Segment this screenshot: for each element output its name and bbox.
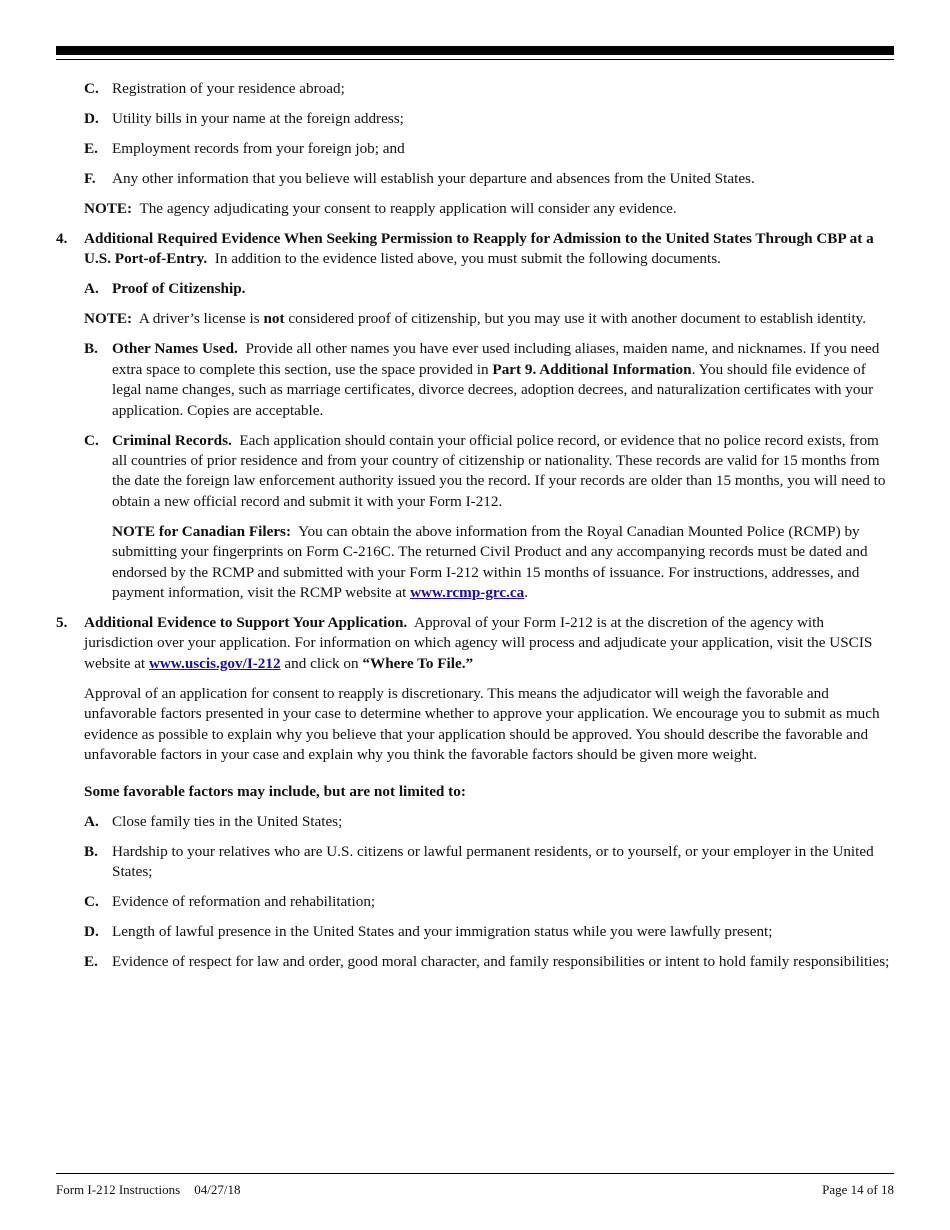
section-number: 5. <box>56 614 68 632</box>
list-item <box>84 812 894 832</box>
list-item <box>84 922 894 942</box>
discretionary-paragraph: Approval of an application for consent to reapply is discretionary. This means the adjudicator will weigh the favorable and unfavorable factors presented in your case to determine whether to approve your application. We encourage you to submit as much evidence as possible to explain why you believe that your application should be approved. You should describe the favorable and unfavorable factors in your case and explain why you think the favorable factors should be given more weight. <box>84 684 880 764</box>
item-text: Length of lawful presence in the United States and your immigration status while you were lawfully present; <box>112 922 773 940</box>
list-item <box>84 892 894 912</box>
section-text: Approval of your Form I-212 is at the discretion of the agency with jurisdiction over your application. For information on which agency will process and adjudicate your application, visit the USCIS website at <box>84 614 873 672</box>
item-text: Evidence of reformation and rehabilitation; <box>112 892 376 910</box>
section-4 <box>56 229 894 270</box>
footer-form-name: Form I-212 Instructions <box>56 1182 181 1197</box>
favorable-factors-heading: Some favorable factors may include, but are not limited to: <box>84 782 466 800</box>
item-title: Criminal Records. <box>112 431 232 449</box>
item-text: Employment records from your foreign job; and <box>112 140 405 157</box>
item-label: C. <box>84 80 99 97</box>
item-label: D. <box>84 110 99 127</box>
list-item <box>84 109 894 129</box>
list-item <box>84 169 894 189</box>
list-item <box>84 79 894 99</box>
section-5 <box>56 613 894 674</box>
note-canadian-filers <box>112 522 894 604</box>
note-label: NOTE: <box>84 310 133 328</box>
item-label: F. <box>84 170 96 187</box>
item-label: E. <box>84 952 98 970</box>
note-label: NOTE for Canadian Filers: <box>112 522 292 540</box>
item-label: C. <box>84 892 99 910</box>
note-label: NOTE: <box>84 200 133 217</box>
section-text: In addition to the evidence listed above, you must submit the following documents. <box>214 250 721 268</box>
section-title: Additional Required Evidence When Seeking Permission to Reapply for Admission to the United States Through CBP at a U.S. Port-of-Entry. <box>84 230 874 268</box>
page-content <box>56 79 894 982</box>
item-text: Utility bills in your name at the foreign address; <box>112 110 404 127</box>
footer-rule <box>56 1173 894 1174</box>
item-text: Registration of your residence abroad; <box>112 80 345 97</box>
list-item <box>84 952 894 972</box>
item-text: Hardship to your relatives who are U.S. citizens or lawful permanent residents, or to yourself, or your employer in the United States; <box>112 842 874 880</box>
note-text-pre: A driver’s license is <box>138 310 260 328</box>
part-reference: Part 9. Additional Information <box>492 360 692 378</box>
item-label: A. <box>84 280 99 298</box>
footer-date: 04/27/18 <box>194 1182 241 1197</box>
section-number: 4. <box>56 230 68 247</box>
list-item <box>84 339 894 421</box>
item-label: A. <box>84 812 99 830</box>
footer-form-info <box>56 1181 240 1199</box>
list-item <box>84 279 894 299</box>
where-to-file-ref: “Where To File.” <box>362 654 474 672</box>
header-rule-thick <box>56 46 894 55</box>
note-text: You can obtain the above information from the Royal Canadian Mounted Police (RCMP) by submitting your fingerprints on Form C-216C. The returned Civil Product and any accompanying records must be dated and endorsed by the RCMP and submitted with your Form I-212 within 15 months of issuance. For instructions, addresses, and payment information, visit the RCMP website at <box>112 522 868 602</box>
note-text-post: considered proof of citizenship, but you may use it with another document to establish identity. <box>288 310 867 328</box>
item-title: Other Names Used. <box>112 340 238 358</box>
header-rule-thin <box>56 59 894 60</box>
footer-page-number: Page 14 of 18 <box>822 1182 894 1197</box>
note-agency <box>84 199 894 219</box>
uscis-link[interactable]: www.uscis.gov/I-212 <box>148 654 281 672</box>
note-end: . <box>524 584 529 602</box>
item-text: Each application should contain your official police record, or evidence that no police record exists, from all countries of prior residence and from your country of citizenship or nationality. These records are valid for 15 months from the date the foreign law enforcement authority issued you the record. If your records are older than 15 months, you will need to obtain a new official record and submit it with your Form I-212. <box>112 431 886 510</box>
note-drivers-license <box>84 309 894 329</box>
list-item <box>84 431 894 513</box>
item-label: E. <box>84 140 98 157</box>
note-text: The agency adjudicating your consent to reapply application will consider any evidence. <box>139 200 677 217</box>
item-text: Close family ties in the United States; <box>112 812 343 830</box>
list-item <box>84 139 894 159</box>
note-emphasis: not <box>263 310 285 328</box>
item-text: Any other information that you believe will establish your departure and absences from the United States. <box>112 170 755 187</box>
item-text: . You should file evidence of legal name changes, such as marriage certificates, divorce decrees, adoption decrees, and naturalization certificates with your application. Copies are acceptable. <box>112 360 874 419</box>
item-label: D. <box>84 922 99 940</box>
item-label: C. <box>84 431 99 449</box>
section-title: Additional Evidence to Support Your Application. <box>84 614 408 632</box>
section-text: and click on <box>284 654 359 672</box>
item-title: Proof of Citizenship. <box>112 280 246 298</box>
item-label: B. <box>84 842 98 860</box>
list-item <box>84 842 894 883</box>
item-text: Evidence of respect for law and order, good moral character, and family responsibilities or intent to hold family responsibilities; <box>112 952 890 970</box>
item-text: Provide all other names you have ever used including aliases, maiden name, and nicknames. If you need extra space to complete this section, use the space provided in <box>112 340 880 378</box>
rcmp-link[interactable]: www.rcmp-grc.ca <box>410 584 525 602</box>
item-label: B. <box>84 340 98 358</box>
